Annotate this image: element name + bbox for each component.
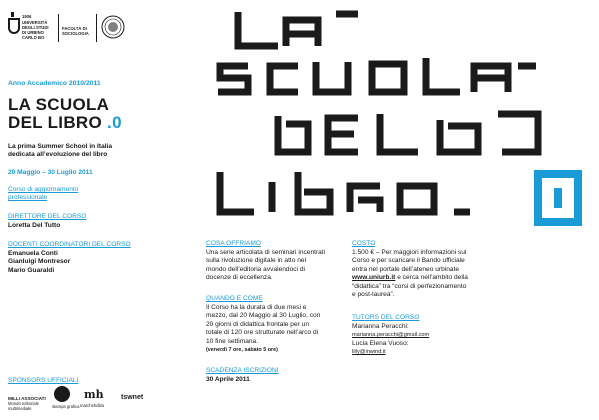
sponsor-tswnet: tswnet xyxy=(121,394,144,401)
coordinator-name: Emanuela Conti xyxy=(8,250,58,257)
coordinator-name: Gianluigi Montresor xyxy=(8,258,71,266)
logo-divider-2 xyxy=(96,14,97,42)
academic-year: Anno Accademico 2010/2011 xyxy=(8,80,101,87)
subtitle: La prima Summer School in Italia dedicata all’evoluzione del libro xyxy=(8,143,113,159)
sponsor-stampa-logo xyxy=(54,386,70,402)
cosa-offriamo-heading: COSA OFFRIAMO xyxy=(206,240,261,247)
stencil-row-libro xyxy=(220,172,470,212)
director-heading: DIRETTORE DEL CORSO xyxy=(8,213,87,220)
title-suffix: .0 xyxy=(107,113,122,132)
scadenza-date: 30 Aprile 2011 xyxy=(206,376,250,383)
sponsor-mh-mark: mh xyxy=(84,388,104,401)
university-year: 1506 xyxy=(22,14,32,19)
course-type: Corso di aggiornamento professionale xyxy=(8,186,79,202)
university-seal-icon xyxy=(101,15,125,39)
stencil-title-graphic xyxy=(208,6,592,228)
logo-divider xyxy=(58,14,59,42)
sponsor-stampa: stampa grafica xyxy=(52,404,80,409)
university-logo xyxy=(8,12,20,34)
tutors-heading: TUTORS DEL CORSO xyxy=(352,314,420,321)
page-title: LA SCUOLA DEL LIBRO .0 xyxy=(8,95,122,132)
faculty-name: FACOLTÀ DI SOCIOLOGIA xyxy=(62,26,89,36)
costo-heading: COSTO xyxy=(352,240,376,247)
university-name: UNIVERSITÀ DEGLI STUDI DI URBINO CARLO BO xyxy=(22,20,49,40)
sponsors-heading: SPONSORS UFFICIALI xyxy=(8,377,79,384)
coordinator-name: Mario Guaraldi xyxy=(8,266,55,274)
uniurb-link[interactable]: www.uniurb.it xyxy=(352,274,396,282)
tutor2-email[interactable]: lilly@inwind.it xyxy=(352,349,386,356)
sponsor-milli: MILLI ASSOCIATI Mondo editoriale multimediale xyxy=(8,396,46,411)
sponsor-marche: marchehdblu xyxy=(80,403,105,408)
coordinators-heading: DOCENTI COORDINATORI DEL CORSO xyxy=(8,241,131,248)
quando-come-text: Il Corso ha la durata di due mesi e mezzo, dal 20 Maggio al 30 Luglio, con 20 giorni di didattica frontale per un totale di 120 ore strutturate nell’arco di 10 fine settimana. (venerdì 7 ore, sabato 5 ore) xyxy=(206,304,321,354)
cosa-offriamo-text: Una serie articolata di seminari incentrati sulla rivoluzione digitale in atto nel mondo dell’editoria avvalendoci di docenze di eccellenza. xyxy=(206,249,326,282)
stencil-row-la xyxy=(238,12,358,46)
course-dates: 20 Maggio – 30 Luglio 2011 xyxy=(8,169,93,176)
tutor1-email[interactable]: marianna.peracchi@gmail.com xyxy=(352,332,430,339)
costo-text: 1.500 € – Per maggiori informazioni sul Corso e per scaricare il Bando ufficiale entra nel portale dell’ateneo urbinate www.uniurb.it e cerca nell’ambito della “didattica” tra “corsi di perfezionamento e post-laurea”. xyxy=(352,249,468,299)
director-name: Loretta Del Tutto xyxy=(8,222,61,229)
coordinators-list xyxy=(8,250,70,275)
stencil-row-scuola xyxy=(218,58,536,92)
quando-come-heading: QUANDO E COME xyxy=(206,295,263,302)
scadenza-heading: SCADENZA ISCRIZIONI xyxy=(206,367,279,374)
tutors-text: Marianna Peracchi: marianna.peracchi@gmail.com Lucia Elena Vuoso: lilly@inwind.it xyxy=(352,323,430,356)
stencil-row-del xyxy=(278,114,538,152)
